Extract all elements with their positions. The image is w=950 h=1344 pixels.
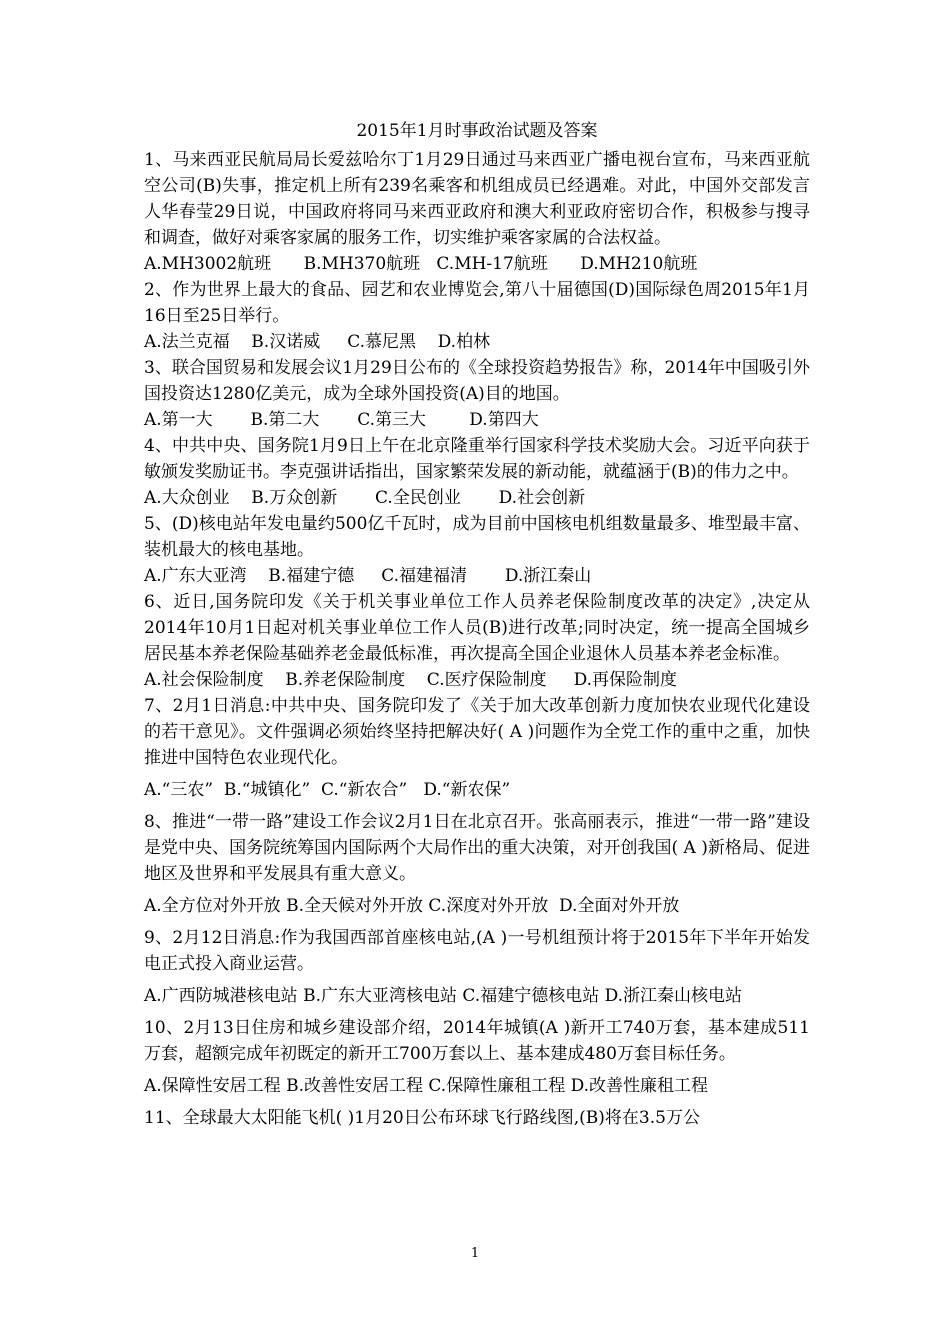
question-text: 8、推进“一带一路”建设工作会议2月1日在北京召开。张高丽表示，推进“一带一路”建设是党中央、国务院统筹国内国际两个大局作出的重大决策，对开创我国( A )新格局、促进地区及世界和平发展具有重大意义。	[144, 812, 810, 884]
question-options: A.MH3002航班 B.MH370航班 C.MH-17航班 D.MH210航班	[144, 254, 698, 274]
page-number: 1	[470, 1246, 480, 1261]
question-options: A.社会保险制度 B.养老保险制度 C.医疗保险制度 D.再保险制度	[144, 670, 678, 690]
question-3	[144, 355, 810, 433]
question-2	[144, 277, 810, 355]
question-options: A.广东大亚湾 B.福建宁德 C.福建福清 D.浙江秦山	[144, 566, 592, 586]
question-text: 6、近日,国务院印发《关于机关事业单位工作人员养老保险制度改革的决定》,决定从2014年10月1日起对机关事业单位工作人员(B)进行改革;同时决定，统一提高全国城乡居民基本养老保险基础养老金最低标准，再次提高全国企业退休人员基本养老金标准。	[144, 592, 810, 664]
question-options: A.大众创业 B.万众创新 C.全民创业 D.社会创新	[144, 488, 586, 508]
question-options: A.第一大 B.第二大 C.第三大 D.第四大	[144, 410, 539, 430]
question-text: 9、2月12日消息:作为我国西部首座核电站,(A )一号机组预计将于2015年下半年开始发电正式投入商业运营。	[144, 928, 810, 974]
document-title: 2015年1月时事政治试题及答案	[356, 121, 598, 141]
question-options: A.法兰克福 B.汉诺威 C.慕尼黑 D.柏林	[144, 332, 491, 352]
question-6	[144, 589, 810, 693]
question-5	[144, 511, 810, 589]
question-text: 2、作为世界上最大的食品、园艺和农业博览会,第八十届德国(D)国际绿色周2015年1月16日至25日举行。	[144, 280, 810, 326]
question-7	[144, 693, 810, 803]
question-text: 11、全球最大太阳能飞机( )1月20日公布环球飞行路线图,(B)将在3.5万公	[144, 1108, 700, 1128]
question-text: 3、联合国贸易和发展会议1月29日公布的《全球投资趋势报告》称，2014年中国吸引外国投资达1280亿美元，成为全球外国投资(A)目的地国。	[144, 358, 810, 404]
question-10	[144, 1015, 810, 1099]
question-text: 7、2月1日消息:中共中央、国务院印发了《关于加大改革创新力度加快农业现代化建设的若干意见》。文件强调必须始终坚持把解决好( A )问题作为全党工作的重中之重，加快推进中国特色农业现代化。	[144, 696, 810, 768]
question-1	[144, 147, 810, 277]
question-text: 4、中共中央、国务院1月9日上午在北京隆重举行国家科学技术奖励大会。习近平向获于敏颁发奖励证书。李克强讲话指出，国家繁荣发展的新动能，就蕴涵于(B)的伟力之中。	[144, 436, 810, 482]
document-body	[144, 118, 810, 1131]
question-4	[144, 433, 810, 511]
question-options: A.全方位对外开放 B.全天候对外开放 C.深度对外开放 D.全面对外开放	[144, 896, 680, 916]
question-11	[144, 1105, 810, 1131]
question-8	[144, 809, 810, 919]
question-options: A.保障性安居工程 B.改善性安居工程 C.保障性廉租工程 D.改善性廉租工程	[144, 1076, 709, 1096]
question-9	[144, 925, 810, 1009]
question-text: 5、(D)核电站年发电量约500亿千瓦时，成为目前中国核电机组数量最多、堆型最丰富、装机最大的核电基地。	[144, 514, 810, 560]
question-options: A.广西防城港核电站 B.广东大亚湾核电站 C.福建宁德核电站 D.浙江秦山核电站	[144, 986, 743, 1006]
question-options: A.“三农” B.“城镇化” C.“新农合” D.“新农保”	[144, 780, 511, 800]
question-text: 1、马来西亚民航局局长爱兹哈尔丁1月29日通过马来西亚广播电视台宣布，马来西亚航空公司(B)失事，推定机上所有239名乘客和机组成员已经遇难。对此，中国外交部发言人华春莹29日说，中国政府将同马来西亚政府和澳大利亚政府密切合作，积极参与搜寻和调查，做好对乘客家属的服务工作，切实维护乘客家属的合法权益。	[144, 150, 810, 248]
question-text: 10、2月13日住房和城乡建设部介绍，2014年城镇(A )新开工740万套，基本建成511万套，超额完成年初既定的新开工700万套以上、基本建成480万套目标任务。	[144, 1018, 810, 1064]
